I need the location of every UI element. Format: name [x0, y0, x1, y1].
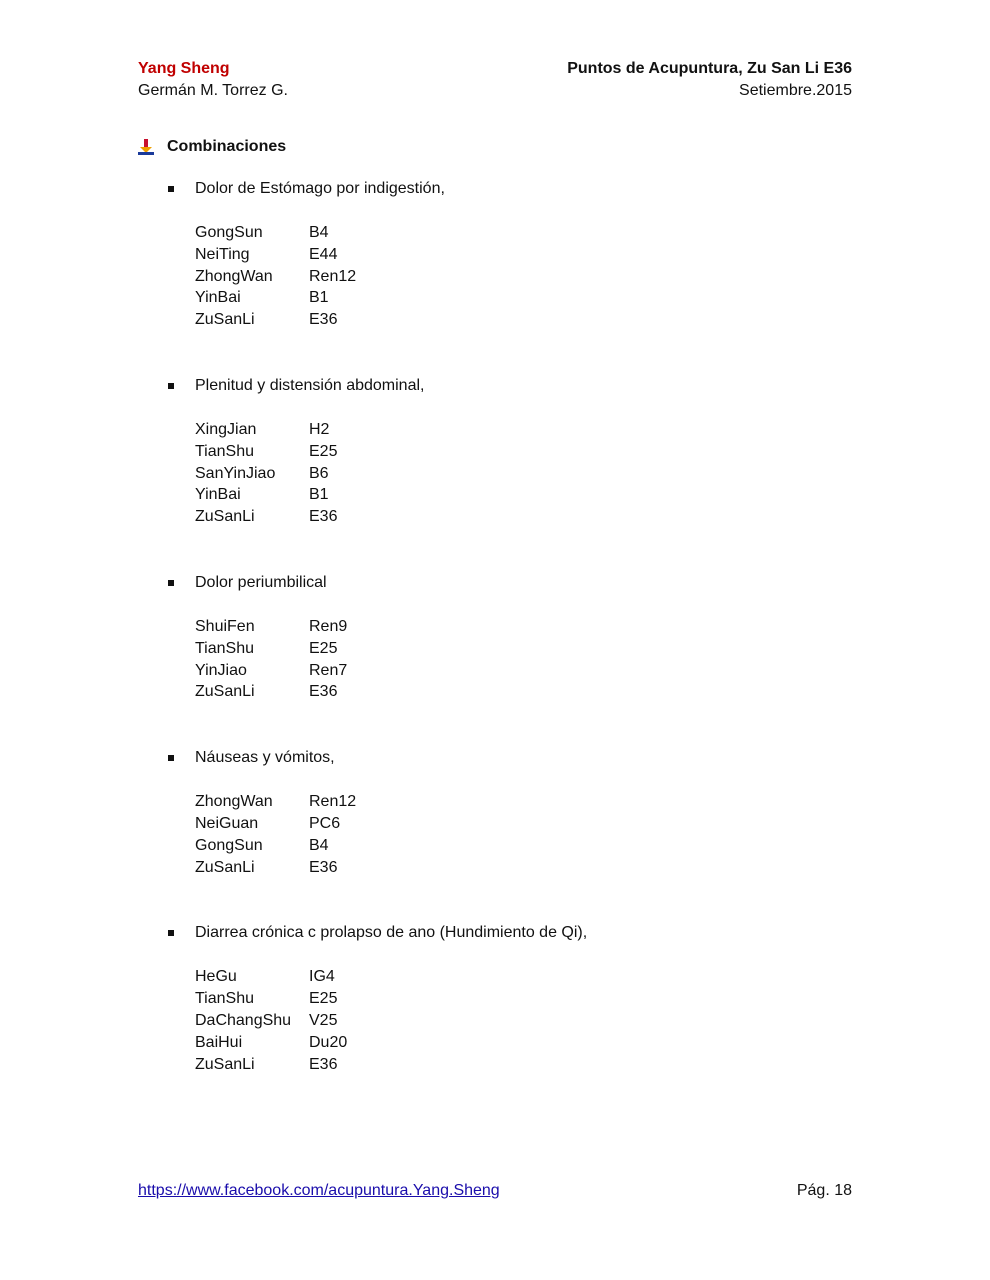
- point-row: [195, 266, 856, 288]
- point-row: [195, 966, 856, 988]
- point-code: V25: [309, 1011, 338, 1029]
- point-code: E36: [309, 858, 338, 876]
- combination-block: [166, 572, 856, 703]
- square-bullet-icon: [168, 383, 174, 389]
- combination-title-row: [166, 375, 856, 397]
- point-name: ZuSanLi: [195, 508, 255, 526]
- combination-title: Dolor periumbilical: [195, 573, 327, 591]
- combination-title-row: [166, 178, 856, 200]
- section-heading: [138, 136, 286, 158]
- point-code: E36: [309, 508, 338, 526]
- point-row: [195, 988, 856, 1010]
- combination-block: [166, 747, 856, 878]
- point-name: XingJian: [195, 420, 257, 438]
- author-name: Germán M. Torrez G.: [138, 82, 288, 99]
- point-name: BaiHui: [195, 1033, 243, 1051]
- point-code: E36: [309, 1055, 338, 1073]
- square-bullet-icon: [168, 755, 174, 761]
- brand-name: Yang Sheng: [138, 60, 230, 77]
- points-list: [195, 966, 856, 1075]
- point-name: HeGu: [195, 968, 237, 986]
- point-name: GongSun: [195, 224, 263, 241]
- point-name: DaChangShu: [195, 1011, 292, 1029]
- point-row: [195, 244, 856, 266]
- point-name: ZuSanLi: [195, 1055, 255, 1073]
- point-code: B1: [309, 486, 329, 504]
- point-code: B4: [309, 224, 329, 241]
- combination-title-row: [166, 747, 856, 769]
- combination-title: Plenitud y distensión abdominal,: [195, 376, 425, 394]
- square-bullet-icon: [168, 186, 174, 192]
- point-name: ZuSanLi: [195, 311, 255, 329]
- point-code: E36: [309, 683, 338, 701]
- point-row: [195, 660, 856, 682]
- combination-title: Diarrea crónica c prolapso de ano (Hundimiento de Qi),: [195, 924, 588, 942]
- combination-title-row: [166, 922, 856, 944]
- points-list: [195, 419, 856, 528]
- point-name: ZuSanLi: [195, 858, 255, 876]
- point-row: [195, 506, 856, 528]
- point-row: [195, 463, 856, 485]
- combinations-list: [166, 178, 856, 1119]
- point-row: [195, 1032, 856, 1054]
- header-right: [567, 58, 852, 102]
- point-name: TianShu: [195, 442, 254, 460]
- point-row: [195, 222, 856, 244]
- point-code: IG4: [309, 968, 335, 986]
- point-row: [195, 835, 856, 857]
- point-name: YinBai: [195, 486, 241, 504]
- point-row: [195, 857, 856, 879]
- point-code: PC6: [309, 814, 341, 832]
- point-row: [195, 813, 856, 835]
- point-name: NeiTing: [195, 245, 250, 263]
- point-name: YinJiao: [195, 661, 247, 679]
- combination-block: [166, 375, 856, 528]
- point-code: E25: [309, 990, 338, 1008]
- point-row: [195, 484, 856, 506]
- point-name: ZuSanLi: [195, 683, 255, 701]
- point-name: TianShu: [195, 990, 254, 1008]
- combination-title: Dolor de Estómago por indigestión,: [195, 180, 445, 197]
- point-code: E25: [309, 442, 338, 460]
- point-row: [195, 791, 856, 813]
- points-list: [195, 616, 856, 703]
- point-name: ZhongWan: [195, 793, 273, 811]
- point-code: Ren7: [309, 661, 348, 679]
- point-code: Ren9: [309, 617, 348, 635]
- point-code: E44: [309, 245, 338, 263]
- combination-title-row: [166, 572, 856, 594]
- point-code: H2: [309, 420, 330, 438]
- point-name: ShuiFen: [195, 617, 255, 635]
- square-bullet-icon: [168, 930, 174, 936]
- combination-block: [166, 922, 856, 1075]
- point-row: [195, 441, 856, 463]
- combination-title: Náuseas y vómitos,: [195, 749, 335, 767]
- point-code: Ren12: [309, 793, 357, 811]
- point-code: B1: [309, 289, 329, 307]
- section-heading-text: Combinaciones: [167, 138, 287, 155]
- document-date: Setiembre.2015: [739, 82, 852, 99]
- point-name: NeiGuan: [195, 814, 259, 832]
- point-row: [195, 1054, 856, 1076]
- point-name: ZhongWan: [195, 267, 273, 285]
- point-row: [195, 1010, 856, 1032]
- arrow-bullet-icon: [138, 139, 154, 155]
- point-row: [195, 309, 856, 331]
- page-number: Pág. 18: [796, 1182, 852, 1199]
- point-name: SanYinJiao: [195, 464, 276, 482]
- point-row: [195, 616, 856, 638]
- point-code: B4: [309, 836, 329, 854]
- combination-block: [166, 178, 856, 331]
- point-name: YinBai: [195, 289, 241, 307]
- square-bullet-icon: [168, 580, 174, 586]
- point-code: Ren12: [309, 267, 357, 285]
- point-name: TianShu: [195, 639, 254, 657]
- header-left: [138, 58, 288, 102]
- point-row: [195, 419, 856, 441]
- point-code: E25: [309, 639, 338, 657]
- point-code: E36: [309, 311, 338, 329]
- points-list: [195, 791, 856, 878]
- point-name: GongSun: [195, 836, 263, 854]
- point-row: [195, 287, 856, 309]
- document-title: Puntos de Acupuntura, Zu San Li E36: [567, 60, 852, 77]
- point-row: [195, 681, 856, 703]
- point-row: [195, 638, 856, 660]
- point-code: B6: [309, 464, 329, 482]
- facebook-link[interactable]: https://www.facebook.com/acupuntura.Yang.Sheng: [138, 1182, 500, 1199]
- page-footer: [138, 1180, 852, 1202]
- points-list: [195, 222, 856, 331]
- point-code: Du20: [309, 1033, 348, 1051]
